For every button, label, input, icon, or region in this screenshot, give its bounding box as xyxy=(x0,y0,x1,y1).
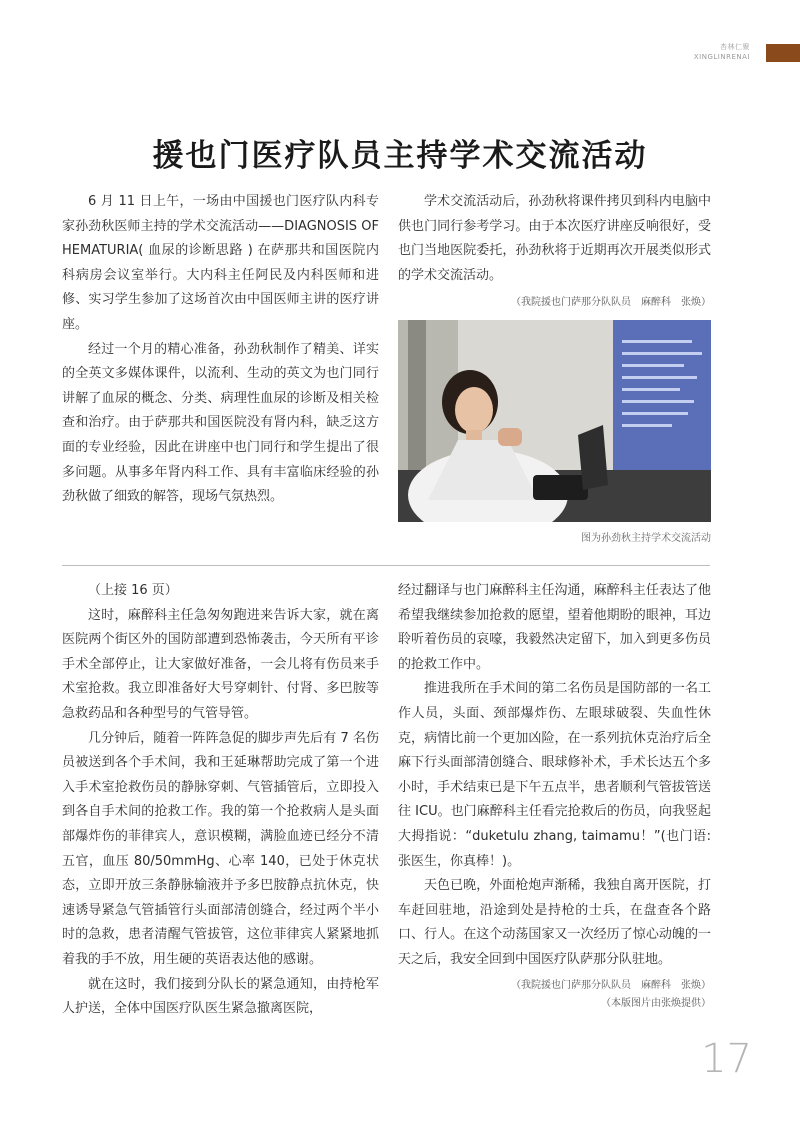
article-title: 援也门医疗队员主持学术交流活动 xyxy=(152,138,648,174)
page-number: 17 xyxy=(701,1036,752,1082)
lecture-photo xyxy=(398,320,711,522)
article2-paragraph: 就在这时，我们接到分队长的紧急通知，由持枪军人护送，全体中国医疗队医生紧急撤离医院， xyxy=(62,976,379,1017)
continued-note: （上接 16 页） xyxy=(88,583,178,598)
article2-paragraph: 这时，麻醉科主任急匆匆跑进来告诉大家，就在离医院两个街区外的国防部遭到恐怖袭击，今天所有平诊手术全部停止，让大家做好准备，一会儿将有伤员来手术室抢救。我立即准备好大号穿刺针、付肾、多巴胺等急救药品和各种型号的气管导管。 xyxy=(62,607,379,721)
article2-left-column xyxy=(62,579,379,1022)
article1-signature: （我院援也门萨那分队队员 麻醉科 张焕） xyxy=(511,297,711,309)
article2-paragraph: 天色已晚，外面枪炮声渐稀，我独自离开医院，打车赶回驻地，沿途到处是持枪的士兵，在盘查各个路口、行人。在这个动荡国家又一次经历了惊心动魄的一天之后，我安全回到中国医疗队萨那分队驻地。 xyxy=(398,878,711,967)
article1-paragraph: 学术交流活动后，孙劲秋将课件拷贝到科内电脑中供也门同行参考学习。由于本次医疗讲座反响很好，受也门当地医院委托，孙劲秋将于近期再次开展类似形式的学术交流活动。 xyxy=(398,194,711,283)
article1-paragraph: 6 月 11 日上午，一场由中国援也门医疗队内科专家孙劲秋医师主持的学术交流活动——DIAGNOSIS OF HEMATURIA( 血尿的诊断思路 ) 在萨那共和国医院内科病房会议室举行。大内科主任阿民及内科医师和进修、实习学生参加了这场首次由中国医师主讲的医疗讲座。 xyxy=(62,194,379,332)
header-accent-bar xyxy=(766,44,800,62)
photo-credit: （本版图片由张焕提供） xyxy=(601,997,711,1009)
lecture-photo-illustration xyxy=(398,320,711,522)
brand-en: XINGLINRENAI xyxy=(693,53,750,61)
brand-cn: 杏林仁聚 xyxy=(720,43,750,51)
magazine-brand xyxy=(694,42,750,62)
photo-caption: 图为孙劲秋主持学术交流活动 xyxy=(581,533,711,544)
section-divider xyxy=(62,565,710,566)
article2-paragraph: 经过翻译与也门麻醉科主任沟通，麻醉科主任表达了他希望我继续参加抢救的愿望，望着他期盼的眼神，耳边聆听着伤员的哀嚎，我毅然决定留下，加入到更多伤员的抢救工作中。 xyxy=(398,583,711,672)
article1-right-column xyxy=(398,190,711,312)
article2-signature: （我院援也门萨那分队队员 麻醉科 张焕） xyxy=(511,979,711,991)
article1-paragraph: 经过一个月的精心准备，孙劲秋制作了精美、详实的全英文多媒体课件，以流利、生动的英文为也门同行讲解了血尿的概念、分类、病理性血尿的诊断及相关检查和治疗。由于萨那共和国医院没有肾内科，缺乏这方面的专业经验，因此在讲座中也门同行和学生提出了很多问题。从事多年肾内科工作、具有丰富临床经验的孙劲秋做了细致的解答，现场气氛热烈。 xyxy=(62,341,379,505)
article2-paragraph: 推进我所在手术间的第二名伤员是国防部的一名工作人员，头面、颈部爆炸伤、左眼球破裂、失血性休克，病情比前一个更加凶险，在一系列抗休克治疗后全麻下行头面部清创缝合、眼球修补术，手术长达五个多小时，手术结束已是下午五点半，患者顺利气管拔管送往 ICU。也门麻醉科主任看完抢救后的伤员，向我竖起大拇指说：“duketulu zhang, taimamu！”(也门语: 张医生，你真棒！)。 xyxy=(398,681,711,869)
article1-left-column xyxy=(62,190,379,510)
article2-right-column xyxy=(398,579,711,1013)
article2-paragraph: 几分钟后，随着一阵阵急促的脚步声先后有 7 名伤员被送到各个手术间，我和王延琳帮助完成了第一个进入手术室抢救伤员的静脉穿刺、气管插管后，立即投入到各自手术间的抢救工作。我的第一个抢救病人是头面部爆炸伤的菲律宾人，意识模糊，满脸血迹已经分不清五官，血压 80/50mmHg、心率 140，已处于休克状态，立即开放三条静脉输液并予多巴胺静点抗休克，快速诱导紧急气管插管行头面部清创缝合，经过两个半小时的急救，患者清醒气管拔管，这位菲律宾人紧紧地抓着我的手不放，用生硬的英语表达他的感谢。 xyxy=(62,730,379,967)
